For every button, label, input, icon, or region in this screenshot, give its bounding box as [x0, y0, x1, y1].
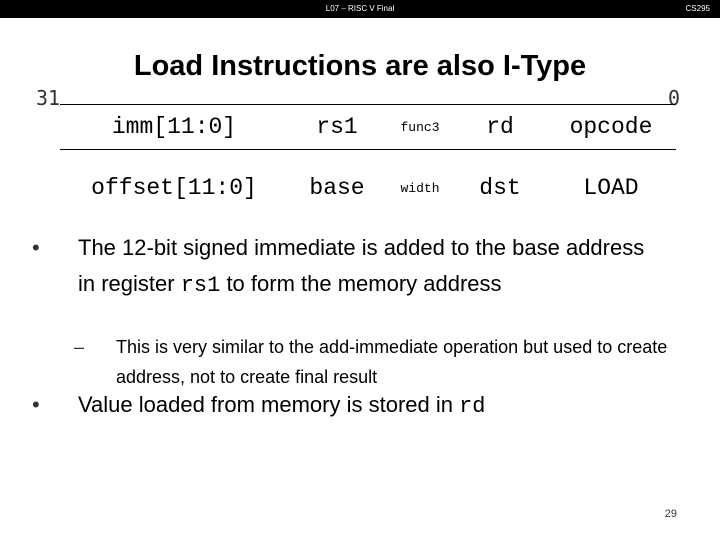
bit-low-label: 0	[668, 86, 681, 110]
bullet-text-part: Value loaded from memory is stored in	[78, 392, 460, 417]
bullet-item	[32, 230, 672, 304]
bullet-text-part: to form the memory address	[220, 271, 502, 296]
code-rs1: rs1	[180, 273, 221, 298]
sub-bullet-item	[74, 332, 668, 392]
bullet-text-part: The 12-bit signed immediate is added to the base address in register	[78, 235, 645, 296]
field-offset: offset[11:0]	[91, 175, 257, 201]
header-course-title: L07 – RISC V Final	[325, 4, 395, 13]
header-course-code: CS295	[685, 4, 710, 13]
field-load: LOAD	[583, 175, 639, 201]
sub-bullet-text: This is very similar to the add-immediate operation but used to create address, not to create final result	[116, 337, 668, 387]
header-bar	[0, 0, 720, 18]
dash-icon: –	[74, 337, 85, 357]
slide-title: Load Instructions are also I-Type	[133, 50, 587, 82]
field-width: width	[400, 180, 440, 196]
instruction-format-row	[60, 104, 676, 150]
bullet-dot-icon: •	[32, 392, 40, 417]
field-base: base	[309, 175, 365, 201]
field-rs1: rs1	[316, 114, 358, 140]
bullet-dot-icon: •	[32, 235, 40, 260]
field-func3: func3	[400, 119, 440, 135]
bullet-text	[78, 230, 658, 304]
code-rd: rd	[459, 394, 486, 419]
bit-high-label: 31	[36, 86, 61, 110]
field-rd: rd	[486, 114, 514, 140]
field-opcode: opcode	[569, 114, 653, 140]
load-format-row	[60, 168, 676, 208]
field-dst: dst	[479, 175, 521, 201]
bullet-item	[32, 387, 672, 425]
field-imm: imm[11:0]	[111, 114, 237, 140]
page-number: 29	[664, 508, 677, 520]
bullet-text	[78, 387, 672, 425]
